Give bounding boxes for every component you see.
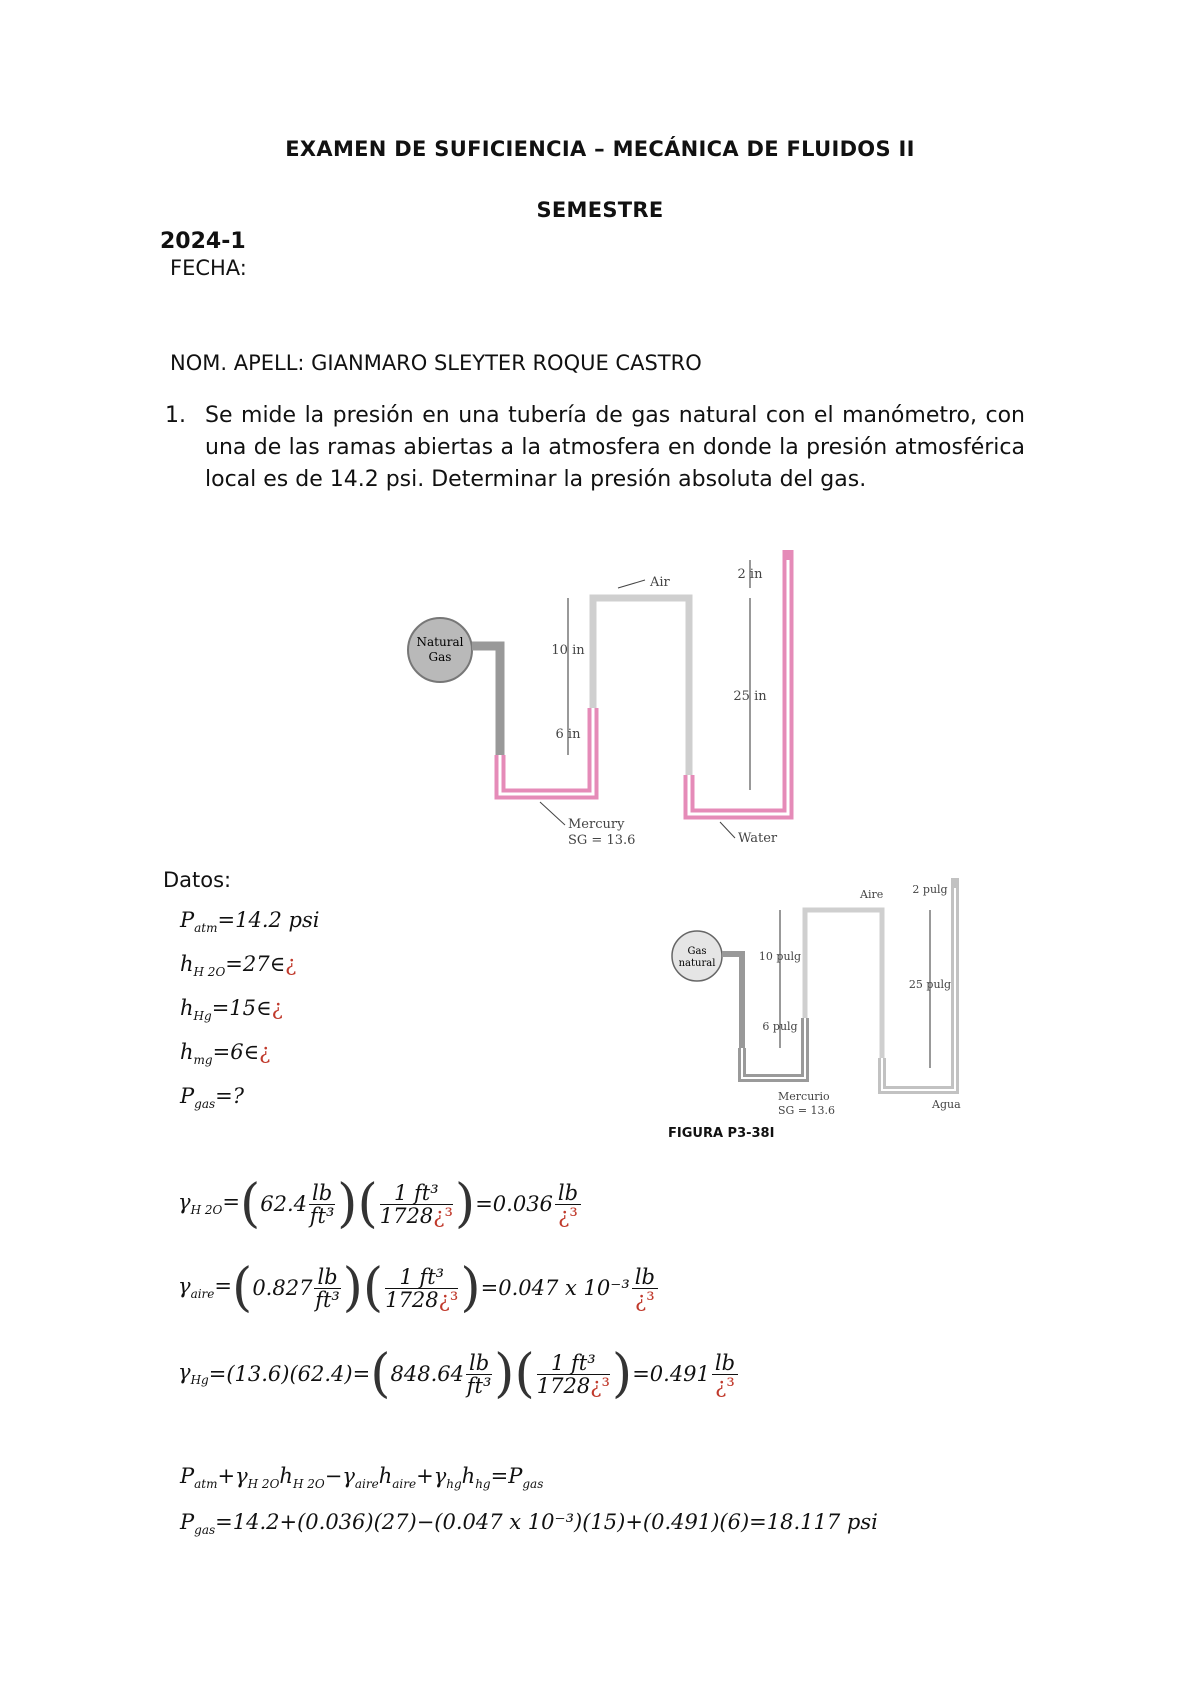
eq-gamma-hg: $\gamma_{Hg}$ =(13.6)(62.4)= ( 848.64 $\frac{lb}{\text{ft³}}$ ) ( $\frac{\text{1 ft³}}{\text{1728¿³}}$ ) =0.491 $\frac{lb}{\text{¿³}}$ — [178, 1348, 740, 1400]
dim-2: 2 in — [737, 567, 763, 582]
es-dim-10: 10 pulg — [758, 950, 802, 963]
semester-year: 2024-1 — [160, 229, 246, 254]
es-mercury-label: Mercurio — [778, 1090, 830, 1103]
gas-label-1: Natural — [416, 635, 464, 649]
water-label: Water — [738, 831, 778, 846]
es-gas-label-1: Gas — [687, 946, 707, 957]
eq-gamma-aire: $\gamma_{aire}=$ ( 0.827 $\frac{lb}{\text{ft³}}$ ) ( $\frac{\text{1 ft³}}{\text{1728¿³}}$ ) =0.047 x 10⁻³ $\frac{lb}{\text{¿³}}$ — [178, 1262, 660, 1314]
dato-pgas: $P_{gas}=$? — [180, 1084, 244, 1112]
manometer-figure-spanish — [660, 868, 970, 1138]
es-dim-6: 6 pulg — [762, 1020, 798, 1033]
sg-label: SG = 13.6 — [568, 833, 636, 848]
semester-label: SEMESTRE — [536, 198, 664, 222]
figure-caption: FIGURA P3-38I — [668, 1126, 775, 1141]
eq-gamma-h2o: $\gamma_{H 2O}=$ ( 62.4 $\frac{lb}{\text{ft³}}$ ) ( $\frac{\text{1 ft³}}{\text{1728¿³}}$ ) =0.036 $\frac{lb}{\text{¿³}}$ — [178, 1178, 583, 1230]
question-number: 1. — [165, 403, 186, 428]
dim-25: 25 in — [733, 689, 767, 704]
question-1 — [165, 400, 1025, 496]
es-air-label: Aire — [860, 888, 884, 901]
question-text: Se mide la presión en una tubería de gas natural con el manómetro, con una de las ramas abiertas a la atmosfera en donde la presión atmosférica local es de 14.2 psi. Determinar la presión absoluta del gas. — [205, 403, 1025, 492]
es-gas-label-2: natural — [678, 958, 716, 969]
dim-6: 6 in — [555, 727, 581, 742]
eq-balance: $P_{atm}+\gamma_{H 2O}h_{H 2O}-\gamma_{aire}h_{aire}+\gamma_{hg}h_{hg}=P_{gas}$ — [180, 1464, 544, 1492]
dato-hmg: $h_{mg}=6\in¿$ — [180, 1040, 271, 1068]
dato-hhg: $h_{Hg}=15\in¿$ — [180, 996, 283, 1024]
student-name: NOM. APELL: GIANMARO SLEYTER ROQUE CASTRO — [170, 351, 702, 375]
es-dim-2: 2 pulg — [912, 883, 948, 896]
dato-hh2o: $h_{H 2O}=27\in¿$ — [180, 952, 297, 980]
air-label: Air — [650, 575, 670, 590]
eq-final: $P_{gas}=14.2+(0.036)(27)-(0.047$ x 10⁻³)(15)+(0.491)(6)=18.117 psi — [180, 1510, 878, 1538]
manometer-figure-english — [400, 530, 800, 850]
es-water-label: Agua — [932, 1098, 961, 1111]
dim-10: 10 in — [551, 643, 585, 658]
es-sg-label: SG = 13.6 — [778, 1104, 836, 1117]
date-label: FECHA: — [170, 256, 247, 280]
mercury-label: Mercury — [568, 817, 625, 832]
es-dim-25: 25 pulg — [908, 978, 952, 991]
dato-patm: $P_{atm}=14.2$ psi — [180, 908, 320, 936]
exam-title: EXAMEN DE SUFICIENCIA – MECÁNICA DE FLUIDOS II — [285, 137, 915, 161]
datos-label: Datos: — [163, 868, 232, 892]
gas-label-2: Gas — [428, 650, 452, 664]
